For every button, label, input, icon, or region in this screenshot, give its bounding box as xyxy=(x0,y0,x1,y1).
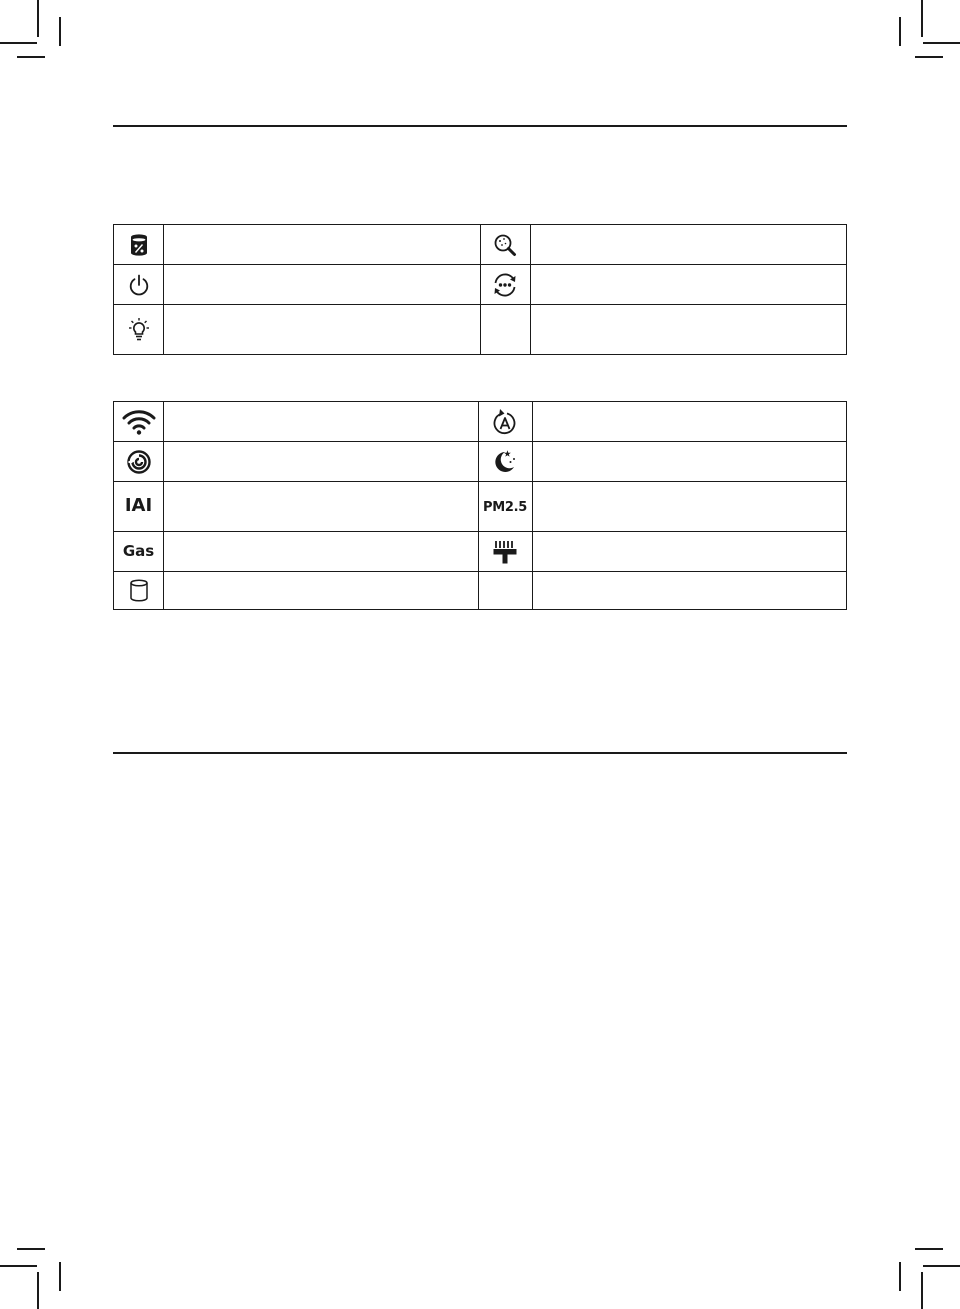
bottom-rule xyxy=(113,752,847,754)
row-label xyxy=(164,482,479,532)
crop-mark-top-right-v xyxy=(921,0,923,37)
sleep-mode-icon xyxy=(492,449,518,475)
row-label xyxy=(532,572,847,610)
icon-cell xyxy=(480,265,530,305)
row-label xyxy=(530,225,847,265)
crop-mark-top-left-h2 xyxy=(17,56,45,58)
icon-cell xyxy=(114,572,164,610)
icon-cell xyxy=(114,265,164,305)
icon-table-controls xyxy=(113,224,847,355)
light-bulb-icon xyxy=(127,317,151,343)
icon-cell xyxy=(478,532,532,572)
crop-mark-bottom-right-h2 xyxy=(915,1248,943,1250)
top-rule xyxy=(113,125,847,127)
filter-percent-icon xyxy=(129,233,149,257)
icon-cell xyxy=(114,442,164,482)
prefilter-brush-icon xyxy=(492,539,518,565)
row-label xyxy=(532,402,847,442)
row-label xyxy=(532,482,847,532)
crop-mark-top-right-v2 xyxy=(899,17,901,46)
icon-cell xyxy=(114,532,164,572)
icon-table-status xyxy=(113,401,847,610)
row-label xyxy=(164,305,481,355)
gas-icon: Gas xyxy=(122,541,155,560)
crop-mark-top-left-h xyxy=(0,42,37,44)
icon-cell xyxy=(478,402,532,442)
magnifier-particles-icon xyxy=(493,233,517,257)
iai-icon: IAI xyxy=(124,495,153,516)
crop-mark-top-left-v2 xyxy=(59,17,61,46)
crop-mark-bottom-left-v2 xyxy=(59,1262,61,1291)
row-label xyxy=(532,532,847,572)
crop-mark-top-right-h xyxy=(923,42,960,44)
power-icon xyxy=(127,273,151,297)
row-label xyxy=(164,572,479,610)
mode-cycle-icon xyxy=(492,272,518,298)
row-label xyxy=(530,305,847,355)
crop-mark-top-left-v xyxy=(37,0,39,37)
row-label xyxy=(164,265,481,305)
table-row xyxy=(114,572,847,610)
row-label xyxy=(164,532,479,572)
icon-cell xyxy=(114,402,164,442)
table-row xyxy=(114,402,847,442)
icon-cell xyxy=(478,442,532,482)
crop-mark-top-right-h2 xyxy=(915,56,943,58)
crop-mark-bottom-right-v2 xyxy=(899,1262,901,1291)
icon-cell xyxy=(480,225,530,265)
icon-cell xyxy=(478,482,532,532)
icon-cell xyxy=(114,225,164,265)
icon-cell xyxy=(114,482,164,532)
auto-mode-icon xyxy=(492,408,518,436)
table-row xyxy=(114,305,847,355)
icon-cell xyxy=(114,305,164,355)
turbo-swirl-icon xyxy=(126,449,152,475)
row-label xyxy=(164,225,481,265)
table-row xyxy=(114,532,847,572)
crop-mark-bottom-left-v xyxy=(37,1272,39,1309)
row-label xyxy=(164,402,479,442)
row-label xyxy=(164,442,479,482)
icon-cell-empty xyxy=(480,305,530,355)
crop-mark-bottom-right-v xyxy=(921,1272,923,1309)
pm25-icon: PM2.5 xyxy=(483,499,527,515)
wifi-icon xyxy=(122,409,156,435)
table-row xyxy=(114,482,847,532)
table-row xyxy=(114,442,847,482)
crop-mark-bottom-left-h xyxy=(0,1265,37,1267)
table-row xyxy=(114,225,847,265)
icon-cell-empty xyxy=(478,572,532,610)
row-label xyxy=(530,265,847,305)
filter-cylinder-icon xyxy=(128,578,150,604)
crop-mark-bottom-right-h xyxy=(923,1265,960,1267)
crop-mark-bottom-left-h2 xyxy=(17,1248,45,1250)
row-label xyxy=(532,442,847,482)
table-row xyxy=(114,265,847,305)
